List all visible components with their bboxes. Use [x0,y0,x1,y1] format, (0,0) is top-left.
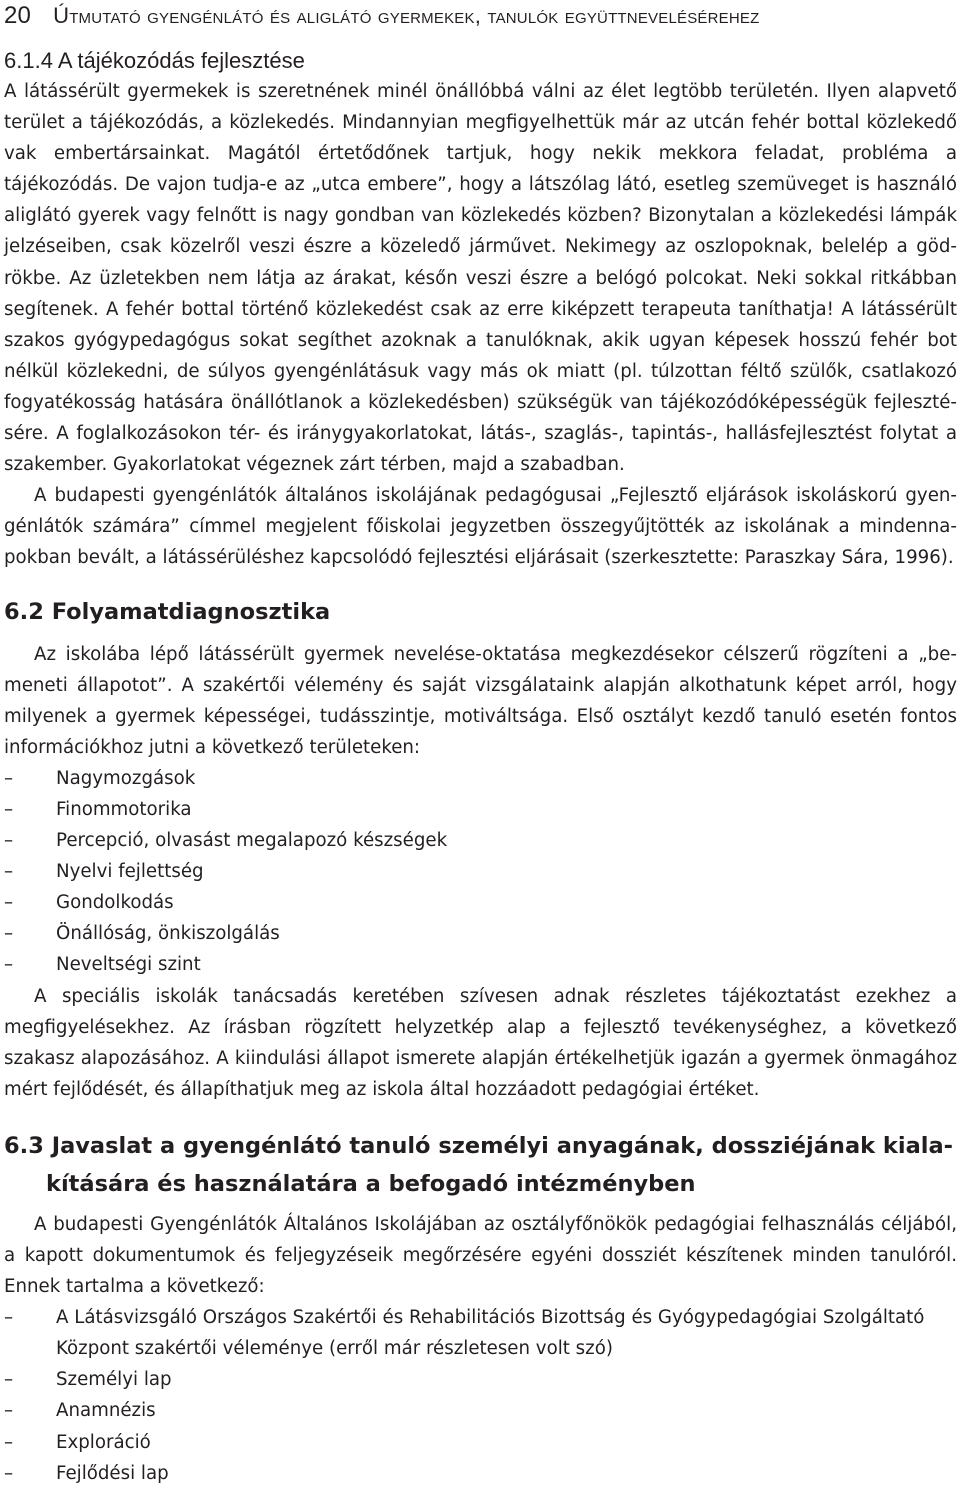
list-item: – Személyi lap [4,1364,957,1395]
paragraph-dossier: A budapesti Gyengénlátók Általános Iskolájában az osztályfőnökök pedagógiai felhasználás céljából, a kapott dokumentumok és feljegyzéseik megőrzésére egyéni dossziét készítenek minden tanulóról. Ennek tartalma a következő: [4,1213,957,1298]
list-dash: – [4,861,14,883]
list-dash: – [4,767,14,789]
list-dash: – [4,1462,14,1484]
list-dash: – [4,892,14,914]
paragraph-entry-state: Az iskolába lépő látássérült gyermek nevelése-oktatása megkezdésekor célszerű rögzíteni a „bemeneti állapotot”. A szakértői vélemény és saját vizsgálataink alapján alkothatunk képet arról, hogy milyenek a gyermek képességei, tudásszintje, motiváltsága. Első osztályt kezdő tanuló esetén fontos információkhoz jutni a következő területeken: [4,643,957,758]
running-title: Útmutató gyengénlátó és aliglátó gyermekek, tanulók együttnevelésérehez [53,3,760,28]
paragraph-orientation: A látássérült gyermekek is szeretnének minél önállóbbá válni az élet legtöbb területén. Ilyen alapvető terület a tájékozódás, a közlekedés. Mindannyian megfigyelhettük már az utcán fehér bottal közlekedő vak embertársainkat. Magától értetődőnek tartjuk, hogy nekik mekkora feladat, probléma a tájékozódás. De vajon tudja-e az „utca embere”, hogy a látszólag látó, esetleg szemüveget is használó aliglátó gyerek vagy felnőtt is nagy gondban van közlekedés közben? Bizonytalan a közlekedési lámpák jelzéseiben, csak közelről veszi észre a közeledő járművet. Nekimegy az oszlopoknak, belelép a gödrökbe. Az üzletekben nem látja az árakat, későn veszi észre a belógó polcokat. Neki sokkal ritkábban segítenek. A fehér bottal történő közlekedést csak az erre kiképzett terapeuta taníthatja! A látássérült szakos gyógypedagógus sokat segíthet azoknak a tanulóknak, akik ugyan képesek hosszú fehér bot nélkül közlekedni, de súlyos gyengénlátásuk vagy más ok miatt (pl. túlzottan féltő szülők, csatlakozó fogyatékosság hatására önállótlanok a közlekedésben) szükségük van tájékozódóképességük fejlesztésére. A foglalkozásokon tér- és iránygyakorlatokat, látás-, szaglás-, tapintás-, hallásfejlesztést folytat a szakember. Gyakorlatokat végeznek zárt térben, majd a szabadban. [4,81,957,476]
list-dash: – [4,798,14,820]
list-item: – Gondolkodás [4,887,957,918]
section-title-6-3: 6.3 Javaslat a gyengénlátó tanuló személyi anyagának, dossziéjának kialakítására és használatára a befogadó intézményben [4,1132,954,1197]
list-item: – Nyelvi fejlettség [4,856,957,887]
page-number: 20 [4,2,32,29]
paragraph-budapest-methods: A budapesti gyengénlátók általános iskolájának pedagógusai „Fejlesztő eljárások iskoláskorú gyengénlátók számára” címmel megjelent főiskolai jegyzetben összegyűjtötték az iskolának a mindennapokban bevált, a látássérüléshez kapcsolódó fejlesztési eljárásait (szerkesztette: Paraszkay Sára, 1996). [4,485,957,569]
list-item: – Percepció, olvasást megalapozó készségek [4,825,957,856]
list-dash: – [4,1431,14,1453]
list-item: – Fejlődési lap [4,1458,957,1489]
running-header [4,0,957,40]
list-item: – Nagymozgások [4,763,957,794]
dossier-list [4,1302,957,1489]
list-dash: – [4,923,14,945]
list-dash: – [4,1400,14,1422]
areas-list [4,763,957,981]
list-item: – Anamnézis [4,1395,957,1426]
list-item: – A Látásvizsgáló Országos Szakértői és Rehabilitációs Bizottság és Gyógypedagógiai Szolgáltató Központ szakértői véleménye (erről már részletesen volt szó) [4,1302,957,1364]
list-item: – Finommotorika [4,794,957,825]
section-title-6-2: 6.2 Folyamatdiagnosztika [4,598,331,625]
list-item: – Exploráció [4,1427,957,1458]
subsection-title-6-1-4: 6.1.4 A tájékozódás fejlesztése [4,48,305,73]
list-dash: – [4,830,14,852]
list-dash: – [4,1369,14,1391]
list-dash: – [4,954,14,976]
list-dash: – [4,1307,14,1329]
list-item: – Önállóság, önkiszolgálás [4,918,957,949]
list-item: – Neveltségi szint [4,949,957,980]
paragraph-counseling: A speciális iskolák tanácsadás keretében szívesen adnak részletes tájékoztatást ezekhez a megfigyelésekhez. Az írásban rögzített helyzetkép alap a fejlesztő tevékenységhez, a következő szakasz alapozásához. A kiindulási állapot ismerete alapján értékelhetjük igazán a gyermek önmagához mért fejlődését, és állapíthatjuk meg az iskola által hozzáadott pedagógiai értéket. [4,985,957,1100]
